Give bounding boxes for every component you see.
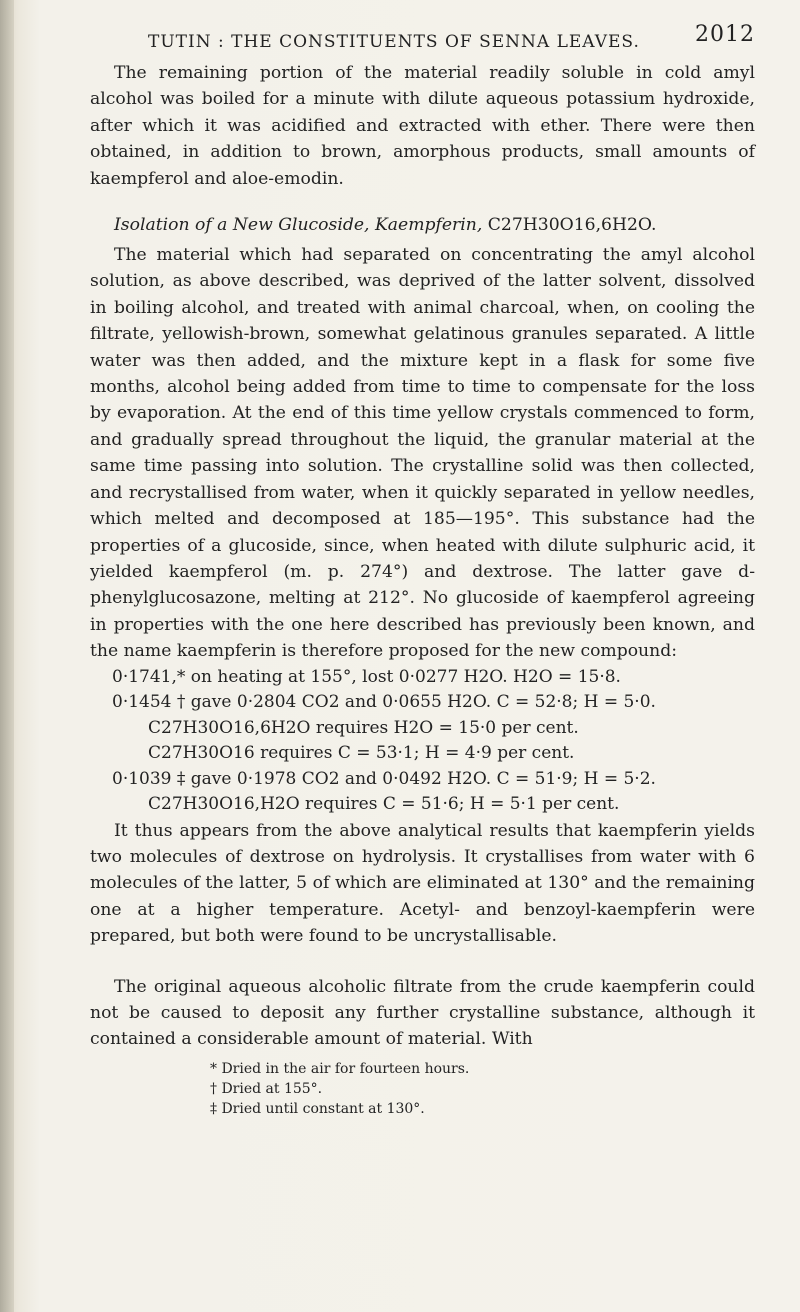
running-header xyxy=(90,14,755,54)
analysis-line-2: 0·1454 † gave 0·2804 CO2 and 0·0655 H2O. C = 52·8; H = 5·0. xyxy=(112,692,656,713)
paragraph-1: The remaining portion of the material readily soluble in cold amyl alcohol was boiled for a minute with dilute aqueous potassium hydroxide, after which it was acidified and extracted with ether. There were then obtained, in addition to brown, amorphous products, small amounts of kaempferol and aloe-emodin. xyxy=(90,63,755,189)
footnotes xyxy=(90,1059,755,1119)
paragraph-3: It thus appears from the above analytical results that kaempferin yields two molecules of dextrose on hydrolysis. It crystallises from water with 6 molecules of the latter, 5 of which are eliminated at 130° and the remaining one at a higher temperature. Acetyl- and benzoyl-kaempferin were prepared, but both were found to be uncrystallisable. xyxy=(90,820,755,947)
page-content xyxy=(90,14,755,1119)
analysis-line-3: C27H30O16,6H2O requires H2O = 15·0 per cent. xyxy=(148,717,579,738)
heading-formula: C27H30O16,6H2O. xyxy=(487,215,657,236)
running-title: TUTIN : THE CONSTITUENTS OF SENNA LEAVES. xyxy=(148,32,640,52)
book-spine-shadow xyxy=(0,0,14,1312)
page-number: 2012 xyxy=(695,22,755,47)
footnote-1: * Dried in the air for fourteen hours. xyxy=(210,1060,470,1077)
analysis-line-6: C27H30O16,H2O requires C = 51·6; H = 5·1 per cent. xyxy=(148,794,620,815)
footnote-2: † Dried at 155°. xyxy=(210,1080,323,1097)
paragraph-2: The material which had separated on concentrating the amyl alcohol solution, as above described, was deprived of the latter solvent, dissolved in boiling alcohol, and treated with animal charcoal, when, on cooling the filtrate, yellowish-brown, somewhat gelatinous granules separated. A little water was then added, and the mixture kept in a flask for some five months, alcohol being added from time to time to compensate for the loss by evaporation. At the end of this time yellow crystals commenced to form, and gradually spread throughout the liquid, the granular material at the same time passing into solution. The crystalline solid was then collected, and recrystallised from water, when it quickly separated in yellow needles, which melted and decomposed at 185—195°. This substance had the properties of a glucoside, since, when heated with dilute sulphuric acid, it yielded kaempferol (m. p. 274°) and dextrose. The latter gave d-phenylglucosazone, melting at 212°. No glucoside of kaempferol agreeing in properties with the one here described has previously been known, and the name kaempferin is therefore proposed for the new compound: xyxy=(90,245,755,662)
section-heading xyxy=(90,212,755,238)
analysis-line-4: C27H30O16 requires C = 53·1; H = 4·9 per cent. xyxy=(148,743,575,764)
analysis-line-5: 0·1039 ‡ gave 0·1978 CO2 and 0·0492 H2O. C = 51·9; H = 5·2. xyxy=(112,768,656,789)
analysis-line-1: 0·1741,* on heating at 155°, lost 0·0277 H2O. H2O = 15·8. xyxy=(112,666,621,687)
heading-text: Isolation of a New Glucoside, Kaempferin, xyxy=(114,215,483,236)
spacer xyxy=(90,950,755,974)
paragraph-4: The original aqueous alcoholic filtrate from the crude kaempferin could not be caused to deposit any further crystalline substance, although it contained a considerable amount of material. With xyxy=(90,976,755,1050)
footnote-3: ‡ Dried until constant at 130°. xyxy=(210,1100,425,1117)
